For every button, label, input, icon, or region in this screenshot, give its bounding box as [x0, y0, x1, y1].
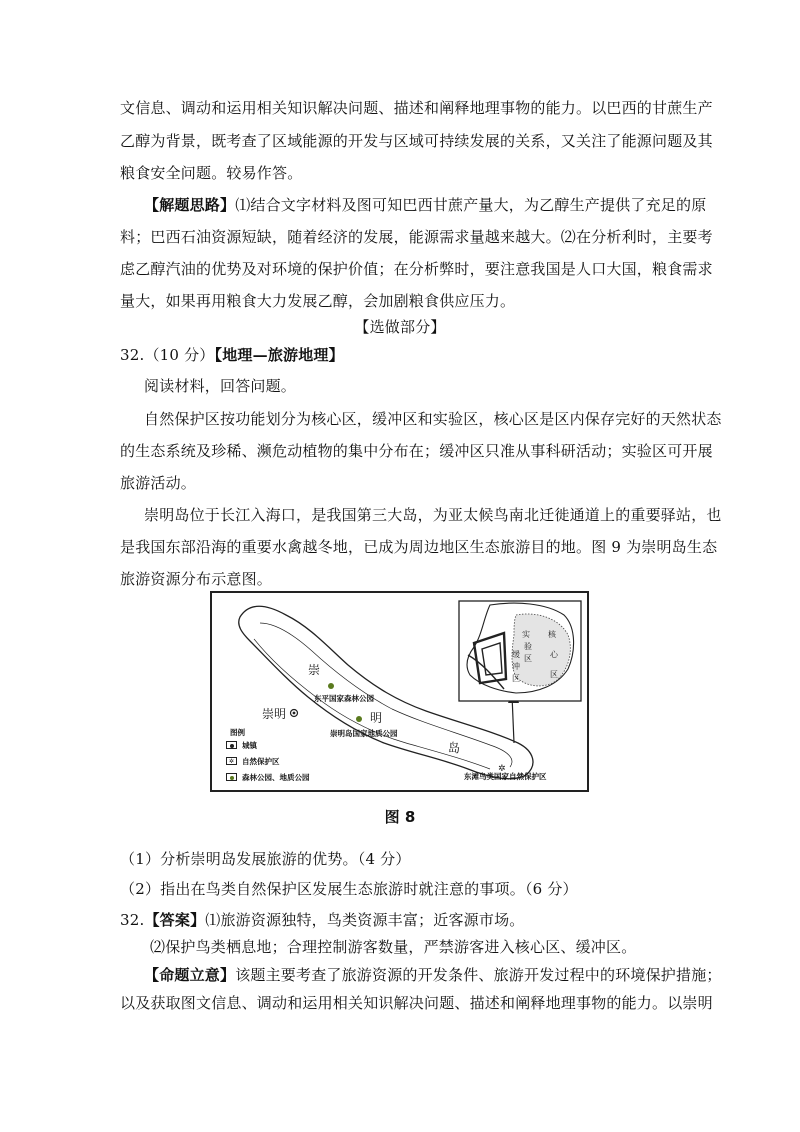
solution-line — [144, 195, 706, 215]
answer-text-2: ⑵保护鸟类栖息地；合理控制游客数量，严禁游客进入核心区、缓冲区。 — [150, 938, 637, 956]
text-line: 文信息、调动和运用相关知识解决问题、描述和阐释地理事物的能力。以巴西的甘蔗生产 — [120, 99, 713, 117]
text-line: 料；巴西石油资源短缺，随着经济的发展，能源需求量越来越大。⑵在分析利时，主要考 — [120, 228, 713, 246]
text-line: 虑乙醇汽油的优势及对环境的保护价值；在分析弊时，要注意我国是人口大国，粮食需求 — [120, 260, 713, 278]
legend-title: 图例 — [230, 728, 245, 737]
inset-label-huan: 缓 — [512, 650, 520, 659]
question-title: 【地理—旅游地理】 — [214, 346, 344, 364]
legend-reserve-swatch: ✲ — [226, 757, 237, 765]
answer-line — [120, 910, 524, 930]
legend-city-swatch — [226, 741, 237, 749]
inset-label-qu3: 区 — [550, 670, 558, 679]
geo-park-marker — [356, 716, 362, 722]
intent-line — [144, 965, 722, 985]
answer-number: 32. — [120, 911, 145, 929]
reserve-marker: ✲ — [498, 764, 506, 774]
solution-label: 【解题思路】 — [144, 196, 236, 214]
sub-question-1: （1）分析崇明岛发展旅游的优势。（4 分） — [120, 850, 411, 868]
map-label-reserve: 东滩鸟类国家自然保护区 — [464, 772, 547, 781]
question-heading — [120, 345, 344, 365]
map-label-dao: 岛 — [448, 741, 461, 755]
text-line: 自然保护区按功能划分为核心区，缓冲区和实验区，核心区是区内保存完好的天然状态 — [144, 410, 722, 428]
intent-label: 【命题立意】 — [144, 966, 236, 984]
map-label-chong: 崇 — [308, 663, 321, 677]
intent-text-2: 以及获取图文信息、调动和运用相关知识解决问题、描述和阐释地理事物的能力。以崇明 — [120, 994, 713, 1012]
legend-park-label: 森林公园、地质公园 — [242, 773, 310, 782]
map-label-geo-park: 崇明岛国家地质公园 — [330, 729, 398, 738]
sub-question-2: （2）指出在鸟类自然保护区发展生态旅游时就注意的事项。（6 分） — [120, 880, 578, 898]
question-number: 32.（10 分） — [120, 346, 215, 364]
text-line: 是我国东部沿海的重要水禽越冬地，已成为周边地区生态旅游目的地。图 9 为崇明岛生态 — [120, 538, 718, 556]
chongming-island-map — [210, 591, 589, 792]
map-label-forest-park: 东平国家森林公园 — [314, 694, 374, 703]
city-marker-center — [293, 712, 296, 715]
inset-label-xin: 心 — [550, 650, 558, 659]
inset-label-qu2: 区 — [512, 674, 520, 683]
legend-park-swatch — [226, 773, 237, 781]
forest-park-marker — [328, 683, 334, 689]
inset-label-qu1: 区 — [524, 654, 532, 663]
inset-label-shi: 实 — [522, 630, 530, 639]
text-line: 崇明岛位于长江入海口，是我国第三大岛，为亚太候鸟南北迁徙通道上的重要驿站，也 — [144, 506, 722, 524]
text-line: 旅游活动。 — [120, 474, 197, 492]
text-line: 的生态系统及珍稀、濒危动植物的集中分布在；缓冲区只准从事科研活动；实验区可开展 — [120, 442, 713, 460]
text-line: 阅读材料，回答问题。 — [144, 377, 297, 395]
text-line: 量大，如果再用粮食大力发展乙醇，会加剧粮食供应压力。 — [120, 292, 516, 310]
section-heading: 【选做部分】 — [354, 318, 446, 336]
legend-reserve-label: 自然保护区 — [242, 757, 280, 766]
text-line: 旅游资源分布示意图。 — [120, 570, 273, 588]
text-line: 乙醇为背景，既考查了区域能源的开发与区域可持续发展的关系，又关注了能源问题及其 — [120, 132, 713, 150]
intent-text-1: 该题主要考查了旅游资源的开发条件、旅游开发过程中的环境保护措施； — [235, 966, 722, 984]
figure-caption: 图 8 — [384, 808, 416, 826]
inset-label-he: 核 — [548, 630, 556, 639]
answer-label: 【答案】 — [144, 911, 206, 929]
solution-text: ⑴结合文字材料及图可知巴西甘蔗产量大，为乙醇生产提供了充足的原 — [235, 196, 707, 214]
text-line: 粮食安全问题。较易作答。 — [120, 164, 303, 182]
inset-label-chong: 冲 — [512, 662, 520, 671]
map-label-city: 崇明 — [262, 707, 287, 721]
legend-city-label: 城镇 — [242, 741, 257, 750]
inset-label-yan: 验 — [524, 642, 532, 651]
answer-text-1: ⑴旅游资源独特，鸟类资源丰富；近客源市场。 — [205, 911, 525, 929]
map-label-ming: 明 — [370, 711, 383, 725]
